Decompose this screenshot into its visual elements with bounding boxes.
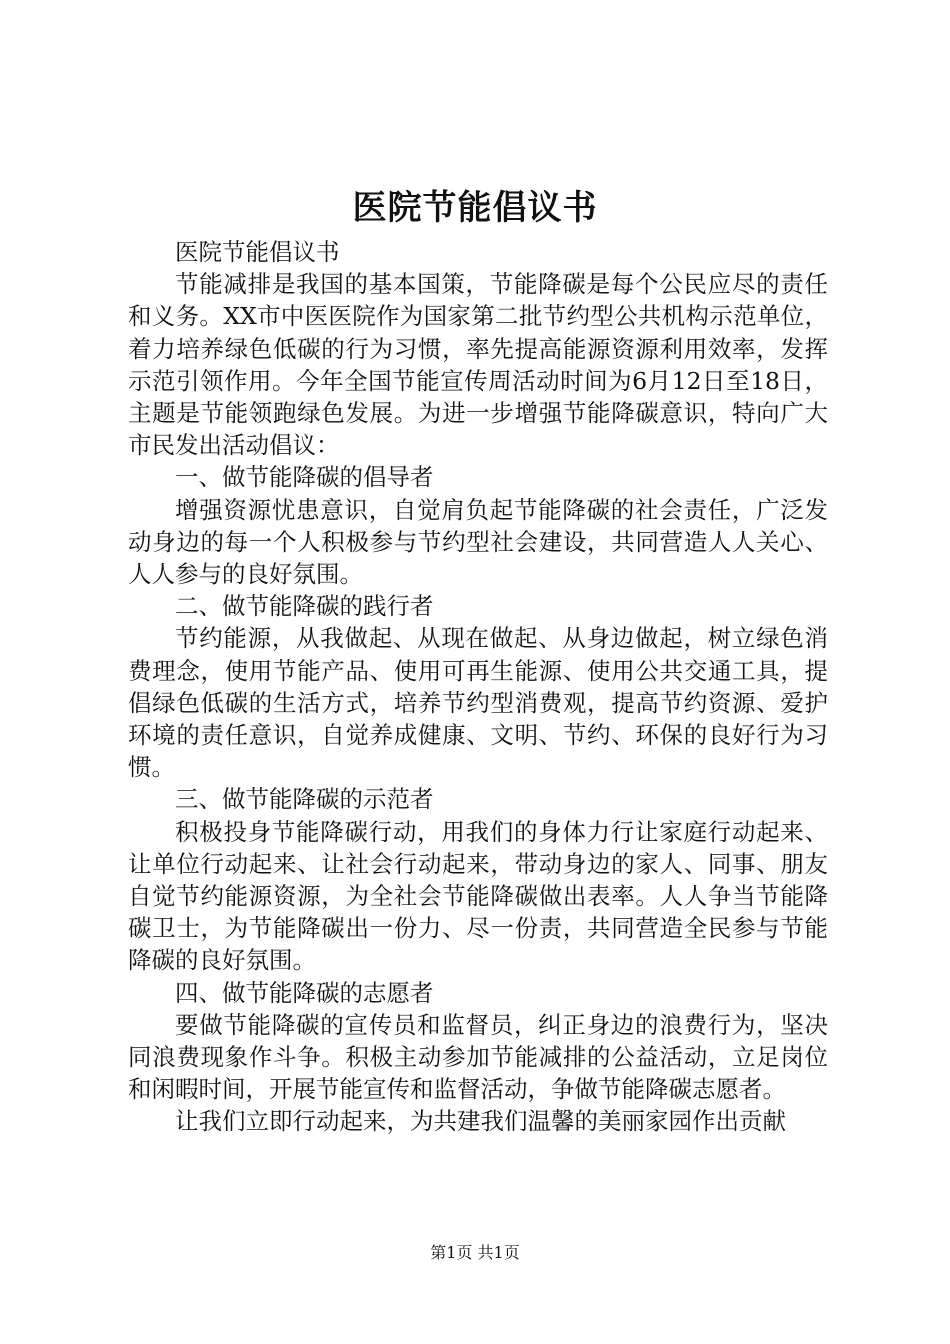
closing-paragraph: 让我们立即行动起来，为共建我们温馨的美丽家园作出贡献: [175, 1107, 786, 1136]
section-heading-3: 三、做节能降碳的示范者: [175, 785, 434, 814]
section-heading-4: 四、做节能降碳的志愿者: [175, 978, 434, 1007]
subtitle-line: 医院节能倡议书: [175, 238, 340, 266]
intro-paragraph: 节能减排是我国的基本国策，节能降碳是每个公民应尽的责任和义务。XX市中医医院作为国家第二批节约型公共机构示范单位，着力培养绿色低碳的行为习惯，率先提高能源资源利用效率，发挥示范引领作用。今年全国节能宣传周活动时间为6月12日至18日，主题是节能领跑绿色发展。为进一步增强节能降碳意识，特向广大市民发出活动倡议：: [128, 270, 828, 460]
section-heading-2: 二、做节能降碳的践行者: [175, 592, 434, 621]
section-paragraph-4: 要做节能降碳的宣传员和监督员，纠正身边的浪费行为，坚决同浪费现象作斗争。积极主动参加节能减排的公益活动，立足岗位和闲暇时间，开展节能宣传和监督活动，争做节能降碳志愿者。: [128, 1010, 828, 1104]
section-paragraph-3: 积极投身节能降碳行动，用我们的身体力行让家庭行动起来、让单位行动起来、让社会行动起来，带动身边的家人、同事、朋友自觉节约能源资源，为全社会节能降碳做出表率。人人争当节能降碳卫士，为节能降碳出一份力、尽一份责，共同营造全民参与节能降碳的良好氛围。: [128, 817, 828, 975]
section-paragraph-2: 节约能源，从我做起、从现在做起、从身边做起，树立绿色消费理念，使用节能产品、使用可再生能源、使用公共交通工具，提倡绿色低碳的生活方式，培养节约型消费观，提高节约资源、爱护环境的责任意识，自觉养成健康、文明、节约、环保的良好行为习惯。: [128, 624, 828, 782]
section-paragraph-1: 增强资源忧患意识，自觉肩负起节能降碳的社会责任，广泛发动身边的每一个人积极参与节约型社会建设，共同营造人人关心、人人参与的良好氛围。: [128, 495, 828, 589]
section-heading-1: 一、做节能降碳的倡导者: [175, 463, 434, 492]
document-body: [128, 236, 828, 1138]
document-title: 医院节能倡议书: [352, 188, 598, 228]
page-footer: 第1页 共1页: [430, 1243, 520, 1262]
